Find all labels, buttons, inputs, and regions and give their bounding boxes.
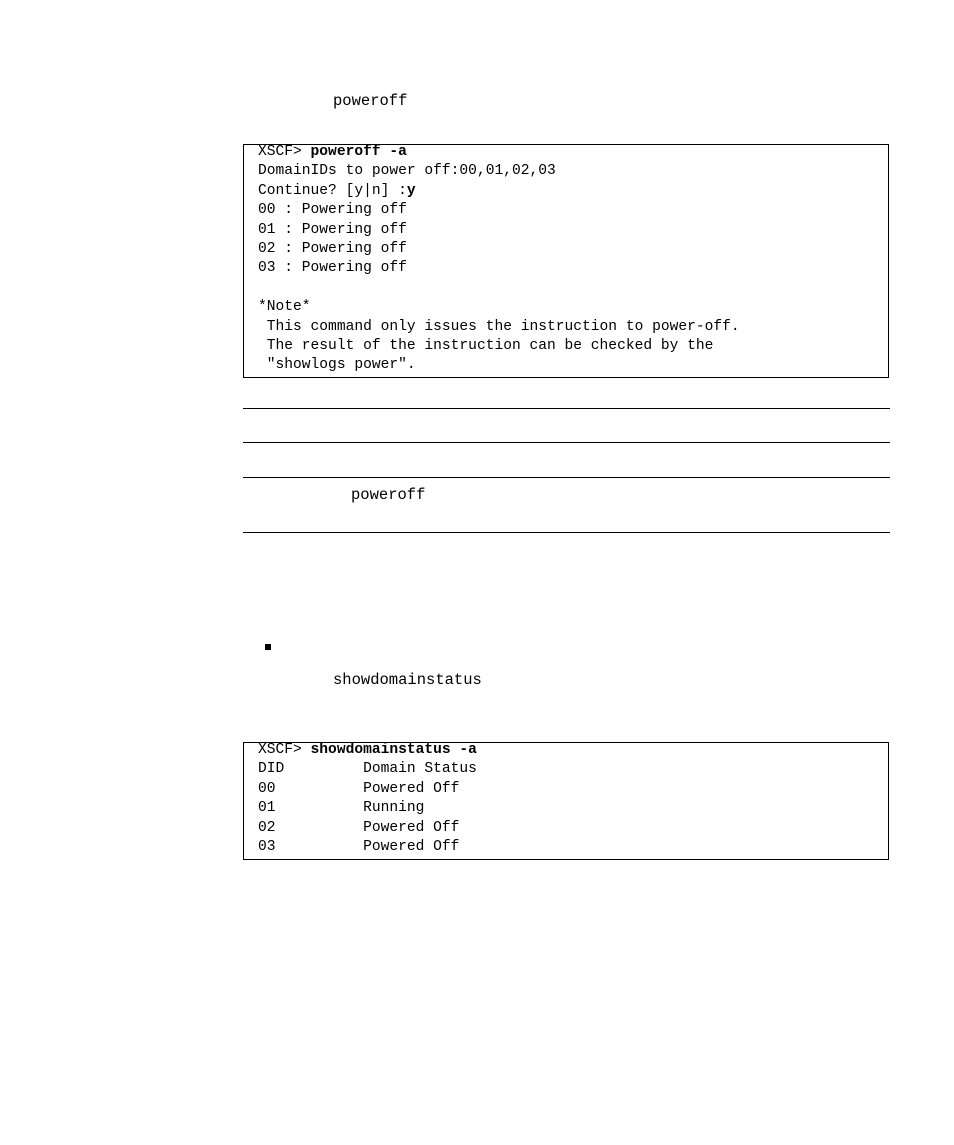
code-line	[258, 240, 888, 259]
code-output: *Note*	[258, 299, 311, 316]
poweroff-code-block	[243, 144, 889, 378]
code-user-input: poweroff -a	[310, 144, 407, 160]
code-line	[258, 143, 888, 162]
code-line	[258, 279, 888, 298]
note-poweroff-command-label: poweroff	[351, 486, 426, 504]
note-table-top-rule	[243, 408, 890, 409]
code-line	[258, 838, 888, 857]
note-table-rule-2	[243, 442, 890, 443]
code-line	[258, 356, 888, 375]
note-table-rule-3	[243, 477, 890, 478]
note-table-bottom-rule	[243, 532, 890, 533]
code-line	[258, 780, 888, 799]
code-line	[258, 741, 888, 760]
list-bullet	[265, 644, 271, 650]
showdomainstatus-code-block	[243, 742, 889, 860]
code-prompt: XSCF>	[258, 144, 311, 160]
code-user-input: showdomainstatus -a	[310, 742, 477, 758]
code-line	[258, 760, 888, 779]
code-output: 02 Powered Off	[258, 819, 460, 836]
poweroff-code-lines	[258, 143, 888, 376]
code-output: This command only issues the instruction to power-off.	[258, 318, 740, 335]
code-line	[258, 318, 888, 337]
code-output: 03 : Powering off	[258, 260, 407, 277]
code-line	[258, 337, 888, 356]
code-output: 03 Powered Off	[258, 838, 460, 855]
showdomainstatus-command-label: showdomainstatus	[333, 671, 482, 689]
code-output: DID Domain Status	[258, 761, 477, 778]
code-line	[258, 162, 888, 181]
code-output: 01 : Powering off	[258, 221, 407, 238]
code-output: 02 : Powering off	[258, 240, 407, 257]
code-line	[258, 201, 888, 220]
code-output: The result of the instruction can be checked by the	[258, 337, 714, 354]
code-output: 01 Running	[258, 800, 425, 817]
poweroff-command-label: poweroff	[333, 92, 408, 110]
code-output: 00 Powered Off	[258, 780, 460, 797]
code-user-input: y	[406, 182, 416, 199]
code-output: DomainIDs to power off:00,01,02,03	[258, 163, 556, 180]
code-line	[258, 259, 888, 278]
code-output: "showlogs power".	[258, 357, 416, 374]
code-line	[258, 799, 888, 818]
code-line	[258, 298, 888, 317]
showdomainstatus-code-lines	[258, 741, 888, 857]
code-prompt: XSCF>	[258, 742, 311, 758]
code-line	[258, 221, 888, 240]
code-line	[258, 182, 888, 201]
code-line	[258, 819, 888, 838]
code-prompt: Continue? [y|n] :	[258, 182, 407, 199]
code-output: 00 : Powering off	[258, 202, 407, 219]
